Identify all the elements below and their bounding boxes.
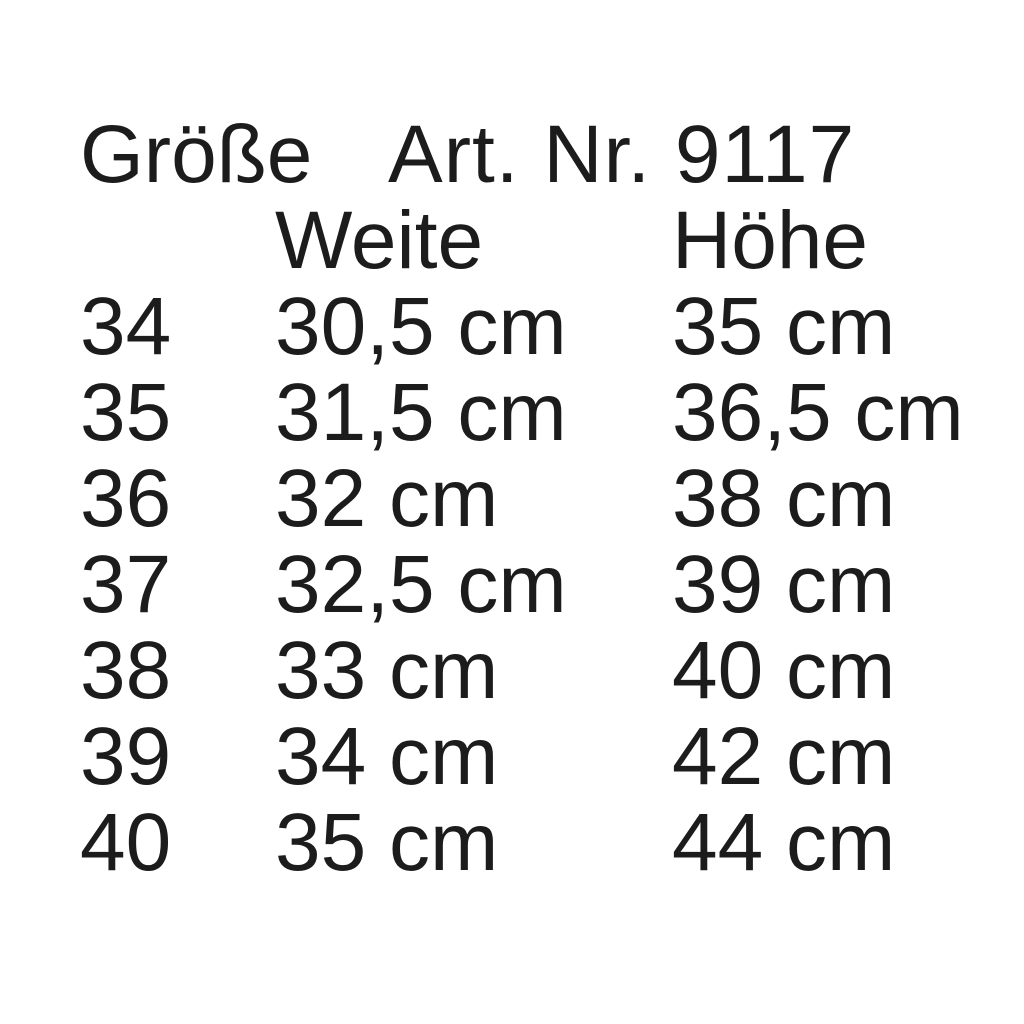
width-value: 32 cm	[275, 453, 499, 544]
size-value: 39	[80, 711, 172, 802]
height-value: 44 cm	[672, 797, 896, 888]
height-column-header: Höhe	[672, 195, 869, 286]
column-header-row	[80, 195, 1024, 286]
size-value: 34	[80, 281, 172, 372]
height-value: 38 cm	[672, 453, 896, 544]
table-row	[80, 797, 1024, 888]
height-value: 40 cm	[672, 625, 896, 716]
size-value: 36	[80, 453, 172, 544]
width-value: 30,5 cm	[275, 281, 567, 372]
chart-header	[80, 109, 1024, 200]
height-value: 36,5 cm	[672, 367, 964, 458]
article-number: Art. Nr. 9117	[388, 109, 856, 200]
table-row	[80, 367, 1024, 458]
width-value: 34 cm	[275, 711, 499, 802]
width-value: 32,5 cm	[275, 539, 567, 630]
width-column-header: Weite	[275, 195, 484, 286]
height-value: 35 cm	[672, 281, 896, 372]
height-value: 42 cm	[672, 711, 896, 802]
width-value: 33 cm	[275, 625, 499, 716]
table-row	[80, 539, 1024, 630]
table-row	[80, 711, 1024, 802]
table-row	[80, 453, 1024, 544]
size-value: 40	[80, 797, 172, 888]
size-value: 35	[80, 367, 172, 458]
size-value: 37	[80, 539, 172, 630]
size-value: 38	[80, 625, 172, 716]
width-value: 31,5 cm	[275, 367, 567, 458]
width-value: 35 cm	[275, 797, 499, 888]
table-row	[80, 625, 1024, 716]
table-row	[80, 281, 1024, 372]
empty-header-cell	[80, 198, 275, 284]
size-chart	[80, 109, 1024, 888]
size-column-title: Größe	[80, 109, 313, 200]
height-value: 39 cm	[672, 539, 896, 630]
